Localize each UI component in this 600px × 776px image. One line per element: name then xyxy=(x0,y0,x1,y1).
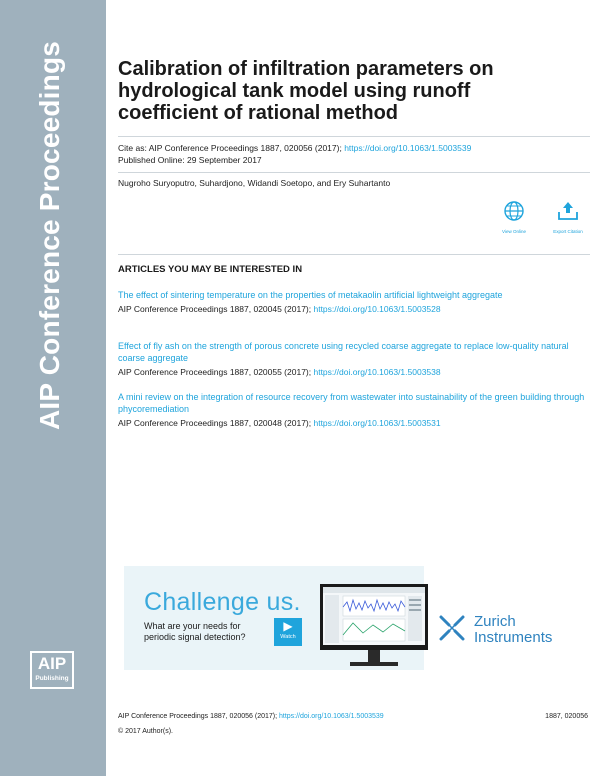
related-article-cite-text: AIP Conference Proceedings 1887, 020048 (2017); xyxy=(118,418,314,428)
related-article-cite-text: AIP Conference Proceedings 1887, 020045 (2017); xyxy=(118,304,314,314)
related-article-doi-link[interactable]: https://doi.org/10.1063/1.5003538 xyxy=(313,367,441,377)
related-article-citation xyxy=(118,303,588,315)
footer-citation-text: AIP Conference Proceedings 1887, 020056 (2017); xyxy=(118,713,279,720)
footer-citation xyxy=(118,713,384,720)
monitor-image xyxy=(320,584,428,650)
monitor-screen xyxy=(323,587,425,645)
zurich-instruments-logo-icon xyxy=(438,614,466,642)
export-icon xyxy=(556,200,580,222)
logo-sub-text: Publishing xyxy=(35,675,69,682)
related-article-doi-link[interactable]: https://doi.org/10.1063/1.5003531 xyxy=(313,418,441,428)
play-icon: ▶ xyxy=(283,619,293,633)
citation-doi-link[interactable]: https://doi.org/10.1063/1.5003539 xyxy=(344,143,472,153)
logo-main-text: AIP xyxy=(37,654,67,673)
advertisement-banner[interactable] xyxy=(124,566,588,670)
ad-brand-line: Zurich xyxy=(474,613,516,630)
sidebar xyxy=(0,0,106,776)
related-articles-heading: ARTICLES YOU MAY BE INTERESTED IN xyxy=(118,264,303,275)
related-article-doi-link[interactable]: https://doi.org/10.1063/1.5003528 xyxy=(313,304,441,314)
related-article xyxy=(118,340,588,378)
ad-subtext-line: periodic signal detection? xyxy=(144,632,246,642)
ad-subtext xyxy=(144,621,246,643)
related-article-title-link[interactable]: Effect of fly ash on the strength of porous concrete using recycled coarse aggregate to replace low-quality natural coarse aggregate xyxy=(118,341,569,363)
related-article-title-link[interactable]: A mini review on the integration of resource recovery from wastewater into sustainability of the green building through phycoremediation xyxy=(118,392,585,414)
footer-doi-link[interactable]: https://doi.org/10.1063/1.5003539 xyxy=(278,713,384,720)
related-article xyxy=(118,391,588,429)
ad-subtext-line: What are your needs for xyxy=(144,621,241,631)
export-citation-label: Export Citation xyxy=(553,229,583,234)
ad-brand-line: Instruments xyxy=(474,629,553,646)
footer-page-id: 1887, 020056 xyxy=(545,713,588,720)
monitor-base xyxy=(350,662,398,666)
authors[interactable]: Nugroho Suryoputro, Suhardjono, Widandi Soetopo, and Ery Suhartanto xyxy=(118,178,391,188)
software-screenshot xyxy=(323,587,425,645)
globe-icon xyxy=(503,200,525,222)
copyright: © 2017 Author(s). xyxy=(118,728,173,735)
watch-button[interactable] xyxy=(274,618,302,646)
journal-title: AIP Conference Proceedings xyxy=(34,40,65,430)
related-article-citation xyxy=(118,366,588,378)
related-article-cite-text: AIP Conference Proceedings 1887, 020055 (2017); xyxy=(118,367,314,377)
ad-headline: Challenge us. xyxy=(144,588,301,616)
ad-brand-name xyxy=(474,614,552,646)
export-citation-button[interactable] xyxy=(546,200,590,234)
published-date: Published Online: 29 September 2017 xyxy=(118,155,262,165)
citation xyxy=(118,143,471,154)
view-online-button[interactable] xyxy=(492,200,536,234)
divider xyxy=(118,254,590,255)
related-article-citation xyxy=(118,417,588,429)
divider xyxy=(118,172,590,173)
citation-text: Cite as: AIP Conference Proceedings 1887, 020056 (2017); xyxy=(118,143,345,153)
related-article-title-link[interactable]: The effect of sintering temperature on the properties of metakaolin artificial lightweight aggregate xyxy=(118,290,503,300)
watch-label: Watch xyxy=(280,634,296,640)
divider xyxy=(118,136,590,137)
paper-title: Calibration of infiltration parameters on hydrological tank model using runoff coefficient of rational method xyxy=(118,58,494,124)
view-online-label: View Online xyxy=(502,229,526,234)
aip-publishing-logo[interactable] xyxy=(30,651,74,689)
related-article xyxy=(118,289,588,315)
